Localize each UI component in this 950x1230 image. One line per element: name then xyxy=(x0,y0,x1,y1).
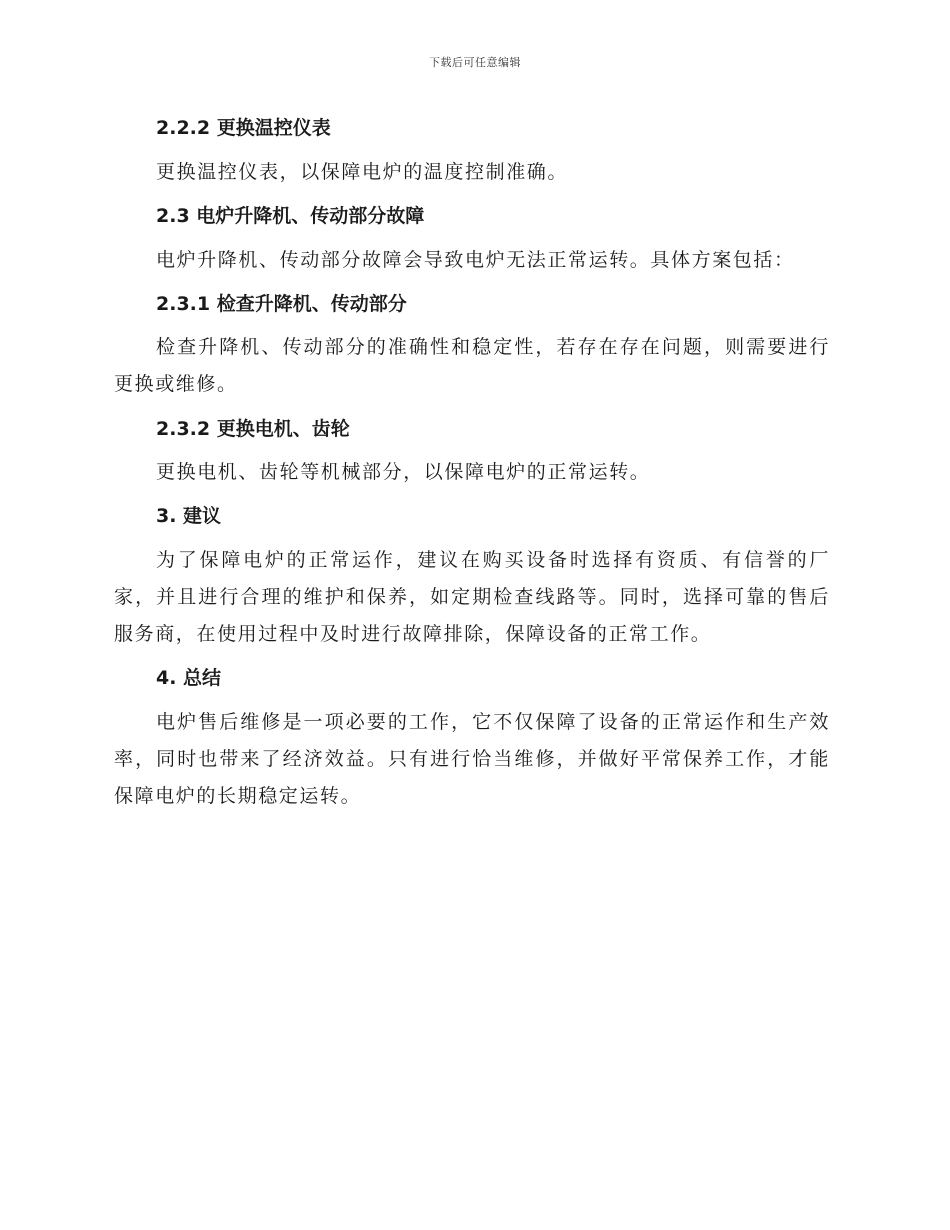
section-paragraph-3: 为了保障电炉的正常运作，建议在购买设备时选择有资质、有信誉的厂家，并且进行合理的维护和保养，如定期检查线路等。同时，选择可靠的售后服务商，在使用过程中及时进行故障排除，保障设备的正常工作。 xyxy=(114,549,830,645)
section-heading-2-3-1: 2.3.1 检查升降机、传动部分 xyxy=(156,293,407,315)
section-heading-2-3-2: 2.3.2 更换电机、齿轮 xyxy=(156,418,350,440)
header-note: 下载后可任意编辑 xyxy=(429,56,521,69)
section-paragraph-4: 电炉售后维修是一项必要的工作，它不仅保障了设备的正常运作和生产效率，同时也带来了经济效益。只有进行恰当维修，并做好平常保养工作，才能保障电炉的长期稳定运转。 xyxy=(114,711,830,807)
section-paragraph-2-3-2: 更换电机、齿轮等机械部分，以保障电炉的正常运转。 xyxy=(156,461,651,483)
section-heading-4: 4. 总结 xyxy=(156,667,222,689)
section-paragraph-2-2-2: 更换温控仪表，以保障电炉的温度控制准确。 xyxy=(156,161,569,183)
document-body xyxy=(114,112,830,815)
section-paragraph-2-3-1: 检查升降机、传动部分的准确性和稳定性，若存在存在问题，则需要进行更换或维修。 xyxy=(114,336,830,395)
section-paragraph-2-3: 电炉升降机、传动部分故障会导致电炉无法正常运转。具体方案包括： xyxy=(156,249,795,271)
section-heading-3: 3. 建议 xyxy=(156,505,222,527)
section-heading-2-3: 2.3 电炉升降机、传动部分故障 xyxy=(156,205,425,227)
section-heading-2-2-2: 2.2.2 更换温控仪表 xyxy=(156,117,331,139)
